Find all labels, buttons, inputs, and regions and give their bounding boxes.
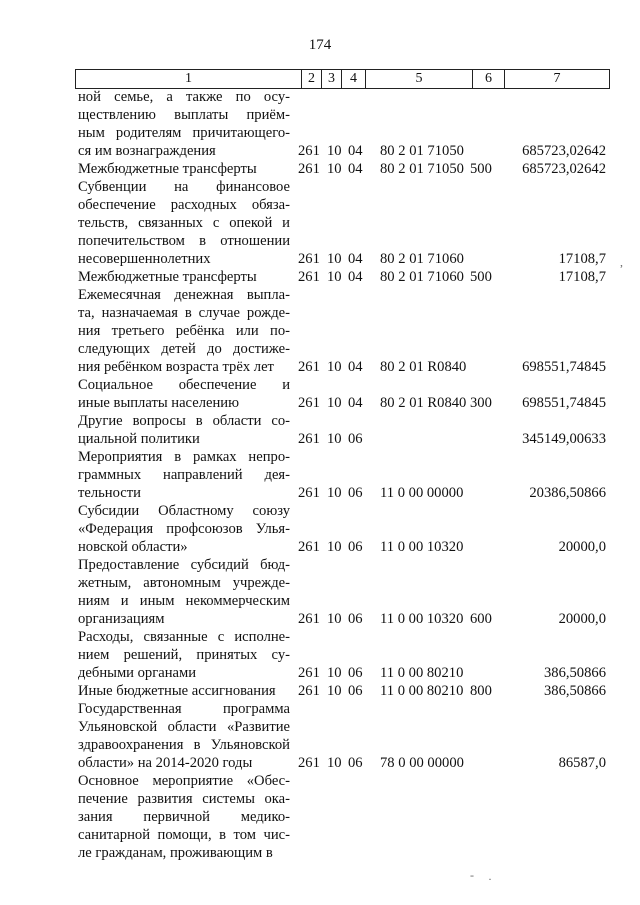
code-pr: 06 bbox=[348, 665, 363, 681]
table-row bbox=[78, 412, 608, 448]
code-ved: 261 bbox=[298, 431, 320, 447]
code-rz: 10 bbox=[327, 611, 342, 627]
row-codes bbox=[78, 250, 608, 268]
amount: 17108,7 bbox=[558, 269, 606, 285]
code-csr: 11 0 00 80210 bbox=[380, 683, 464, 699]
header-col-7: 7 bbox=[504, 70, 609, 88]
row-codes bbox=[78, 844, 608, 862]
scan-speck: , bbox=[620, 255, 623, 269]
code-csr: 80 2 01 71060 bbox=[380, 269, 464, 285]
code-vr: 600 bbox=[470, 611, 492, 627]
code-rz: 10 bbox=[327, 431, 342, 447]
amount: 698551,74845 bbox=[522, 359, 606, 375]
table-row bbox=[78, 178, 608, 268]
description-line: Ежемесячная денежная выпла- bbox=[78, 287, 290, 303]
description-line: здравоохранения в Ульяновской bbox=[78, 737, 290, 753]
code-csr: 80 2 01 71050 bbox=[380, 143, 464, 159]
header-col-2: 2 bbox=[301, 70, 321, 88]
table-row bbox=[78, 682, 608, 700]
description-line: тельности bbox=[78, 485, 141, 501]
code-ved: 261 bbox=[298, 485, 320, 501]
description-line: Другие вопросы в области со- bbox=[78, 413, 290, 429]
code-ved: 261 bbox=[298, 269, 320, 285]
code-vr: 500 bbox=[470, 269, 492, 285]
header-col-4: 4 bbox=[341, 70, 365, 88]
row-codes bbox=[78, 142, 608, 160]
table-row bbox=[78, 376, 608, 412]
description-line: ществлению выплаты приём- bbox=[78, 107, 290, 123]
description-line: санитарной помощи, в том чис- bbox=[78, 827, 290, 843]
code-rz: 10 bbox=[327, 683, 342, 699]
code-csr: 11 0 00 80210 bbox=[380, 665, 464, 681]
code-ved: 261 bbox=[298, 161, 320, 177]
code-ved: 261 bbox=[298, 395, 320, 411]
description-line: нием решений, принятых су- bbox=[78, 647, 290, 663]
code-rz: 10 bbox=[327, 251, 342, 267]
code-csr: 80 2 01 R0840 bbox=[380, 395, 467, 411]
description-line: граммных направлений дея- bbox=[78, 467, 290, 483]
description-line: Межбюджетные трансферты bbox=[78, 161, 257, 177]
code-rz: 10 bbox=[327, 143, 342, 159]
table-row bbox=[78, 700, 608, 772]
code-csr: 80 2 01 71050 bbox=[380, 161, 464, 177]
row-codes bbox=[78, 430, 608, 448]
description-line: Межбюджетные трансферты bbox=[78, 269, 257, 285]
amount: 20000,0 bbox=[558, 539, 606, 555]
description-line: печение развития системы ока- bbox=[78, 791, 290, 807]
header-col-3: 3 bbox=[321, 70, 341, 88]
description-line: иные выплаты населению bbox=[78, 395, 239, 411]
header-col-1: 1 bbox=[185, 71, 192, 86]
description-line: циальной политики bbox=[78, 431, 200, 447]
code-ved: 261 bbox=[298, 683, 320, 699]
description-line: новской области» bbox=[78, 539, 188, 555]
code-csr: 80 2 01 R0840 bbox=[380, 359, 467, 375]
code-ved: 261 bbox=[298, 359, 320, 375]
description-line: жетным, автономным учрежде- bbox=[78, 575, 290, 591]
description-line: несовершеннолетних bbox=[78, 251, 211, 267]
amount: 685723,02642 bbox=[522, 161, 606, 177]
table-row bbox=[78, 502, 608, 556]
description-line: попечительством в отношении bbox=[78, 233, 290, 249]
code-ved: 261 bbox=[298, 251, 320, 267]
description-line: ной семье, а также по осу- bbox=[78, 89, 290, 105]
code-rz: 10 bbox=[327, 359, 342, 375]
amount: 17108,7 bbox=[558, 251, 606, 267]
code-pr: 06 bbox=[348, 611, 363, 627]
description-line: ния ребёнком возраста трёх лет bbox=[78, 359, 274, 375]
description-line: следующих детей до достиже- bbox=[78, 341, 290, 357]
description-line: Иные бюджетные ассигнования bbox=[78, 683, 276, 699]
table-header bbox=[75, 69, 610, 89]
code-pr: 06 bbox=[348, 485, 363, 501]
table-row bbox=[78, 286, 608, 376]
description-line: Субсидии Областному союзу bbox=[78, 503, 290, 519]
code-ved: 261 bbox=[298, 665, 320, 681]
amount: 698551,74845 bbox=[522, 395, 606, 411]
code-rz: 10 bbox=[327, 539, 342, 555]
code-ved: 261 bbox=[298, 143, 320, 159]
description-line: Основное мероприятие «Обес- bbox=[78, 773, 290, 789]
code-ved: 261 bbox=[298, 539, 320, 555]
table-row bbox=[78, 448, 608, 502]
description-line: Социальное обеспечение и bbox=[78, 377, 290, 393]
code-rz: 10 bbox=[327, 161, 342, 177]
description-line: ниям и иным некоммерческим bbox=[78, 593, 290, 609]
table-row bbox=[78, 268, 608, 286]
row-codes bbox=[78, 682, 608, 700]
code-pr: 04 bbox=[348, 251, 363, 267]
code-pr: 04 bbox=[348, 359, 363, 375]
code-csr: 78 0 00 00000 bbox=[380, 755, 464, 771]
description-line: «Федерация профсоюзов Улья- bbox=[78, 521, 290, 537]
row-codes bbox=[78, 394, 608, 412]
code-rz: 10 bbox=[327, 755, 342, 771]
description-line: ся им вознаграждения bbox=[78, 143, 216, 159]
amount: 345149,00633 bbox=[522, 431, 606, 447]
code-csr: 11 0 00 00000 bbox=[380, 485, 464, 501]
description-line: Мероприятия в рамках непро- bbox=[78, 449, 290, 465]
page-number: 174 bbox=[308, 37, 332, 53]
code-rz: 10 bbox=[327, 485, 342, 501]
row-codes bbox=[78, 268, 608, 286]
code-pr: 04 bbox=[348, 269, 363, 285]
description-line: Расходы, связанные с исполне- bbox=[78, 629, 290, 645]
row-codes bbox=[78, 160, 608, 178]
code-pr: 04 bbox=[348, 161, 363, 177]
amount: 20386,50866 bbox=[529, 485, 606, 501]
amount: 685723,02642 bbox=[522, 143, 606, 159]
table-row bbox=[78, 88, 608, 160]
code-pr: 06 bbox=[348, 755, 363, 771]
scan-speck: · bbox=[488, 872, 492, 886]
amount: 86587,0 bbox=[558, 755, 606, 771]
row-codes bbox=[78, 358, 608, 376]
code-vr: 800 bbox=[470, 683, 492, 699]
description-line: Государственная программа bbox=[78, 701, 290, 717]
table-row bbox=[78, 556, 608, 628]
row-codes bbox=[78, 610, 608, 628]
code-rz: 10 bbox=[327, 395, 342, 411]
description-line: Предоставление субсидий бюд- bbox=[78, 557, 290, 573]
row-codes bbox=[78, 538, 608, 556]
table-row bbox=[78, 772, 608, 862]
code-vr: 300 bbox=[470, 395, 492, 411]
header-col-6: 6 bbox=[472, 70, 504, 88]
scan-speck: - bbox=[470, 868, 474, 882]
description-line: ния третьего ребёнка или по- bbox=[78, 323, 290, 339]
description-line: области» на 2014-2020 годы bbox=[78, 755, 253, 771]
row-codes bbox=[78, 664, 608, 682]
amount: 386,50866 bbox=[543, 683, 606, 699]
description-line: Ульяновской области «Развитие bbox=[78, 719, 290, 735]
code-ved: 261 bbox=[298, 611, 320, 627]
description-line: дебными органами bbox=[78, 665, 197, 681]
description-line: обеспечение расходных обяза- bbox=[78, 197, 290, 213]
code-rz: 10 bbox=[327, 665, 342, 681]
table-row bbox=[78, 160, 608, 178]
code-csr: 80 2 01 71060 bbox=[380, 251, 464, 267]
code-csr: 11 0 00 10320 bbox=[380, 539, 464, 555]
header-col-5: 5 bbox=[365, 70, 472, 88]
description-line: ле гражданам, проживающим в bbox=[78, 845, 273, 861]
row-codes bbox=[78, 484, 608, 502]
description-line: зания первичной медико- bbox=[78, 809, 290, 825]
amount: 20000,0 bbox=[558, 611, 606, 627]
code-rz: 10 bbox=[327, 269, 342, 285]
description-line: та, назначаемая в случае рожде- bbox=[78, 305, 290, 321]
code-pr: 06 bbox=[348, 683, 363, 699]
amount: 386,50866 bbox=[543, 665, 606, 681]
code-vr: 500 bbox=[470, 161, 492, 177]
description-line: Субвенции на финансовое bbox=[78, 179, 290, 195]
code-pr: 04 bbox=[348, 395, 363, 411]
code-pr: 06 bbox=[348, 431, 363, 447]
code-csr: 11 0 00 10320 bbox=[380, 611, 464, 627]
code-pr: 04 bbox=[348, 143, 363, 159]
description-line: тельств, связанных с опекой и bbox=[78, 215, 290, 231]
table-body bbox=[78, 88, 608, 862]
code-pr: 06 bbox=[348, 539, 363, 555]
code-ved: 261 bbox=[298, 755, 320, 771]
row-codes bbox=[78, 754, 608, 772]
table-row bbox=[78, 628, 608, 682]
description-line: организациям bbox=[78, 611, 165, 627]
description-line: ным родителям причитающего- bbox=[78, 125, 290, 141]
